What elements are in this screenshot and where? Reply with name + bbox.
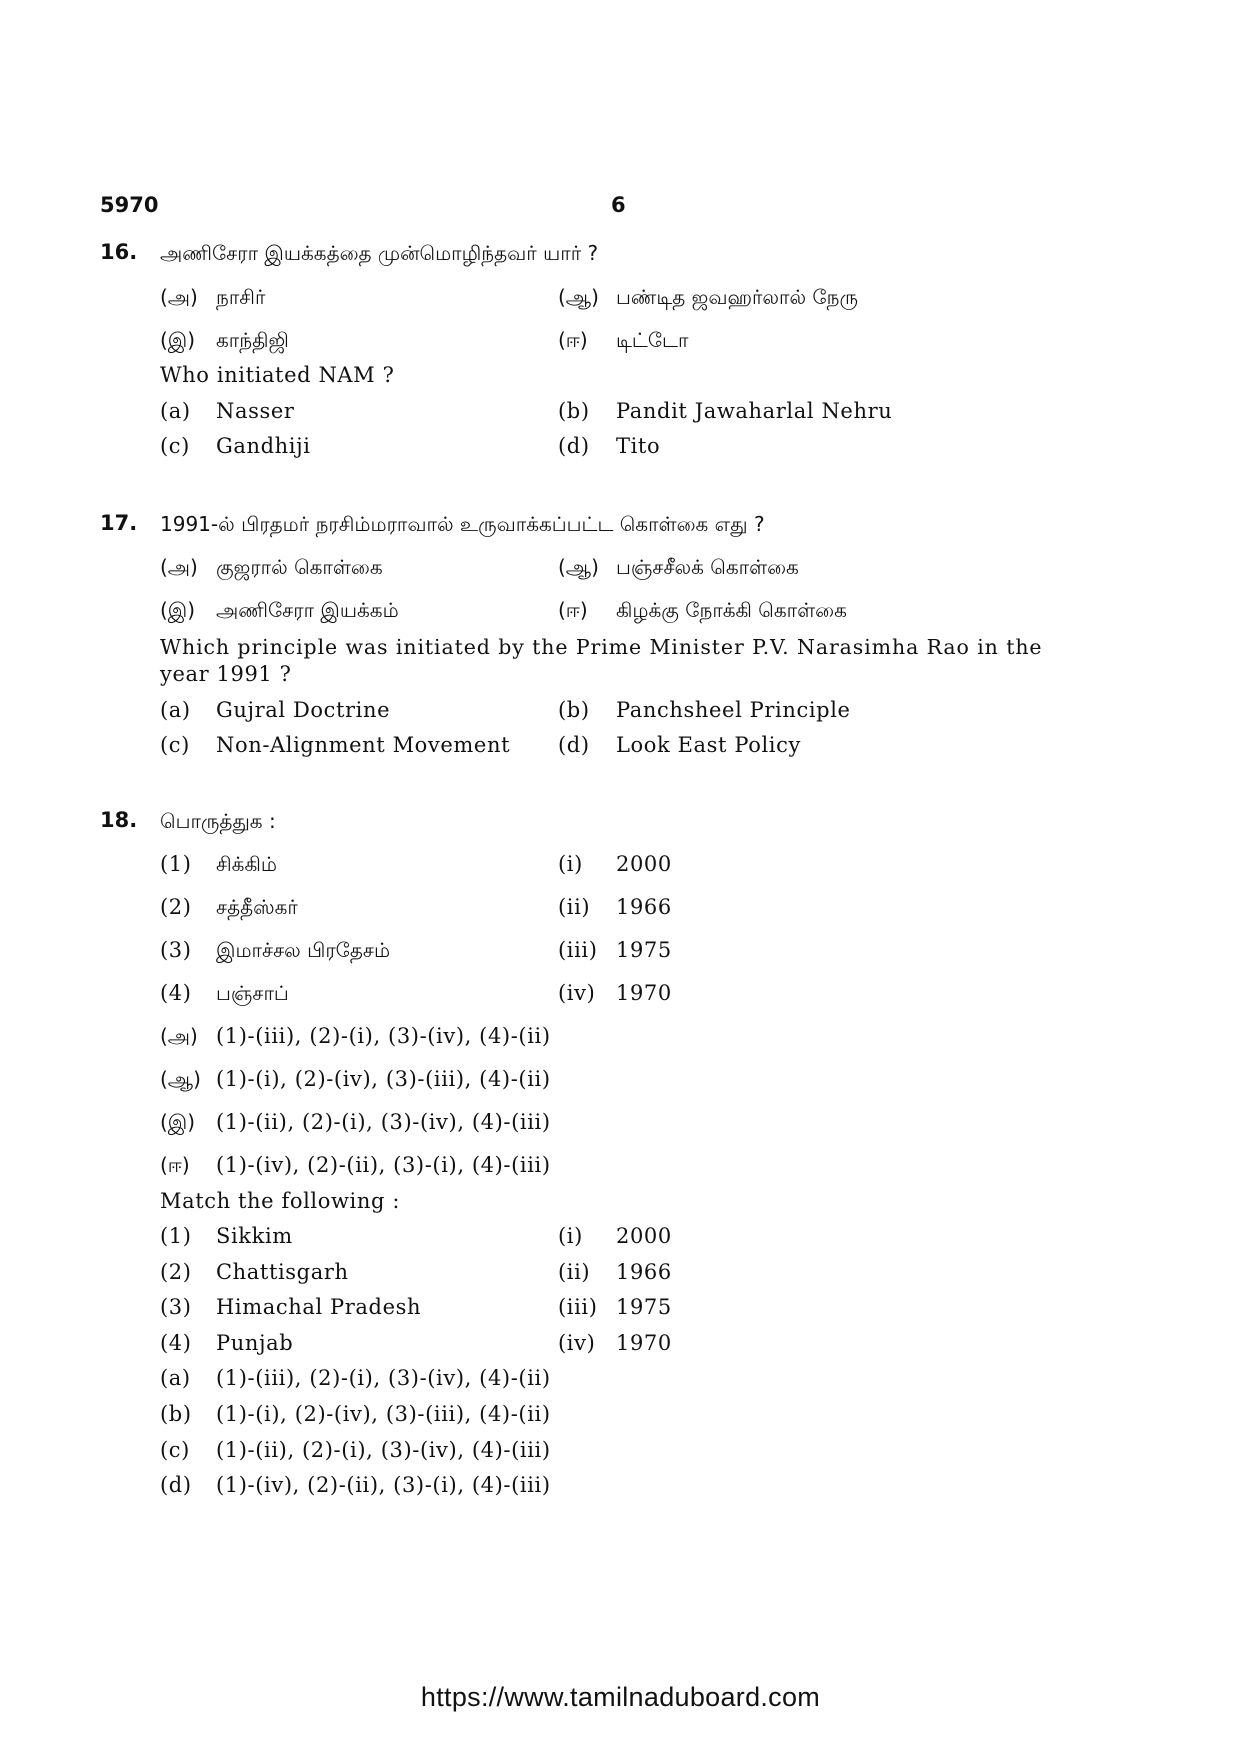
option-text: Non-Alignment Movement [216, 733, 511, 757]
option-text: (1)-(i), (2)-(iv), (3)-(iii), (4)-(ii) [216, 1067, 551, 1091]
option-text: அணிசேரா இயக்கம் [216, 598, 399, 622]
option-text: Tito [616, 434, 661, 458]
option-text: (1)-(iii), (2)-(i), (3)-(iv), (4)-(ii) [216, 1024, 551, 1048]
option-text: Gujral Doctrine [216, 698, 391, 722]
question-number: 16. [100, 240, 138, 264]
option-text: டிட்டோ [616, 328, 689, 352]
option-text: Pandit Jawaharlal Nehru [616, 399, 893, 423]
pair-left-label: (2) [160, 895, 192, 919]
pair-right-label: (iv) [558, 1331, 596, 1355]
question-text-tamil: அணிசேரா இயக்கத்தை முன்மொழிந்தவர் யார் ? [160, 241, 599, 265]
question-text-english: Match the following : [160, 1189, 400, 1213]
option-text: பண்டித ஜவஹர்லால் நேரு [616, 285, 858, 309]
option-text: காந்திஜி [216, 328, 289, 352]
option-text: நாசிர் [216, 285, 266, 309]
option-label: (ஈ) [558, 598, 588, 622]
pair-left-text: இமாச்சல பிரதேசம் [216, 938, 391, 962]
option-label: (b) [160, 1402, 192, 1426]
option-text: கிழக்கு நோக்கி கொள்கை [616, 598, 847, 622]
pair-left-text: Chattisgarh [216, 1260, 349, 1284]
option-text: Gandhiji [216, 434, 311, 458]
pair-right-text: 1970 [616, 981, 672, 1005]
pair-right-label: (iv) [558, 981, 596, 1005]
pair-right-label: (iii) [558, 938, 598, 962]
pair-left-label: (1) [160, 852, 192, 876]
question-text-english: Which principle was initiated by the Prime Minister P.V. Narasimha Rao in the [160, 635, 1043, 659]
pair-right-label: (i) [558, 1224, 583, 1248]
pair-left-label: (2) [160, 1260, 192, 1284]
pair-left-label: (1) [160, 1224, 192, 1248]
option-label: (ஆ) [558, 285, 599, 309]
question-number: 17. [100, 511, 138, 535]
option-text: குஜரால் கொள்கை [216, 555, 383, 579]
pair-right-text: 1966 [616, 1260, 672, 1284]
option-label: (இ) [160, 328, 196, 352]
option-text: Panchsheel Principle [616, 698, 851, 722]
pair-left-label: (4) [160, 981, 192, 1005]
option-label: (d) [558, 733, 590, 757]
pair-right-text: 1975 [616, 938, 672, 962]
option-label: (b) [558, 698, 590, 722]
page-number: 6 [611, 193, 626, 217]
question-text-english: Who initiated NAM ? [160, 363, 395, 387]
footer-url: https://www.tamilnaduboard.com [420, 1682, 821, 1712]
option-label: (c) [160, 733, 190, 757]
option-label: (அ) [160, 1024, 198, 1048]
pair-left-label: (3) [160, 938, 192, 962]
pair-right-label: (i) [558, 852, 583, 876]
question-text-tamil: பொருத்துக : [160, 809, 276, 833]
pair-right-text: 1970 [616, 1331, 672, 1355]
option-text: (1)-(ii), (2)-(i), (3)-(iv), (4)-(iii) [216, 1110, 551, 1134]
pair-right-text: 2000 [616, 1224, 672, 1248]
option-label: (d) [558, 434, 590, 458]
option-label: (இ) [160, 1110, 196, 1134]
pair-right-label: (ii) [558, 895, 591, 919]
option-label: (அ) [160, 285, 198, 309]
option-text: (1)-(i), (2)-(iv), (3)-(iii), (4)-(ii) [216, 1402, 551, 1426]
pair-left-text: சிக்கிம் [216, 852, 277, 876]
pair-left-label: (3) [160, 1295, 192, 1319]
option-label: (இ) [160, 598, 196, 622]
option-text: Nasser [216, 399, 295, 423]
pair-left-text: பஞ்சாப் [216, 981, 289, 1005]
pair-right-text: 2000 [616, 852, 672, 876]
pair-right-text: 1975 [616, 1295, 672, 1319]
option-label: (b) [558, 399, 590, 423]
pair-left-text: Himachal Pradesh [216, 1295, 422, 1319]
option-text: (1)-(iii), (2)-(i), (3)-(iv), (4)-(ii) [216, 1366, 551, 1390]
option-label: (c) [160, 1438, 190, 1462]
question-text-tamil: 1991-ல் பிரதமர் நரசிம்மராவால் உருவாக்கப்பட்ட கொள்கை எது ? [160, 512, 765, 536]
pair-left-text: சத்தீஸ்கர் [216, 895, 298, 919]
pair-left-label: (4) [160, 1331, 192, 1355]
pair-right-label: (ii) [558, 1260, 591, 1284]
option-text: பஞ்சசீலக் கொள்கை [616, 555, 799, 579]
option-label: (a) [160, 399, 191, 423]
question-number: 18. [100, 808, 138, 832]
option-label: (ஈ) [160, 1153, 190, 1177]
pair-right-label: (iii) [558, 1295, 598, 1319]
option-text: (1)-(iv), (2)-(ii), (3)-(i), (4)-(iii) [216, 1153, 551, 1177]
option-label: (அ) [160, 555, 198, 579]
option-label: (a) [160, 1366, 191, 1390]
question-text-english-cont: year 1991 ? [160, 662, 292, 686]
pair-left-text: Punjab [216, 1331, 294, 1355]
option-label: (ஆ) [160, 1067, 201, 1091]
option-label: (ஆ) [558, 555, 599, 579]
option-label: (d) [160, 1473, 192, 1497]
option-label: (a) [160, 698, 191, 722]
option-text: Look East Policy [616, 733, 801, 757]
pair-left-text: Sikkim [216, 1224, 293, 1248]
option-text: (1)-(iv), (2)-(ii), (3)-(i), (4)-(iii) [216, 1473, 551, 1497]
option-label: (ஈ) [558, 328, 588, 352]
option-text: (1)-(ii), (2)-(i), (3)-(iv), (4)-(iii) [216, 1438, 551, 1462]
option-label: (c) [160, 434, 190, 458]
paper-code: 5970 [100, 193, 159, 217]
pair-right-text: 1966 [616, 895, 672, 919]
